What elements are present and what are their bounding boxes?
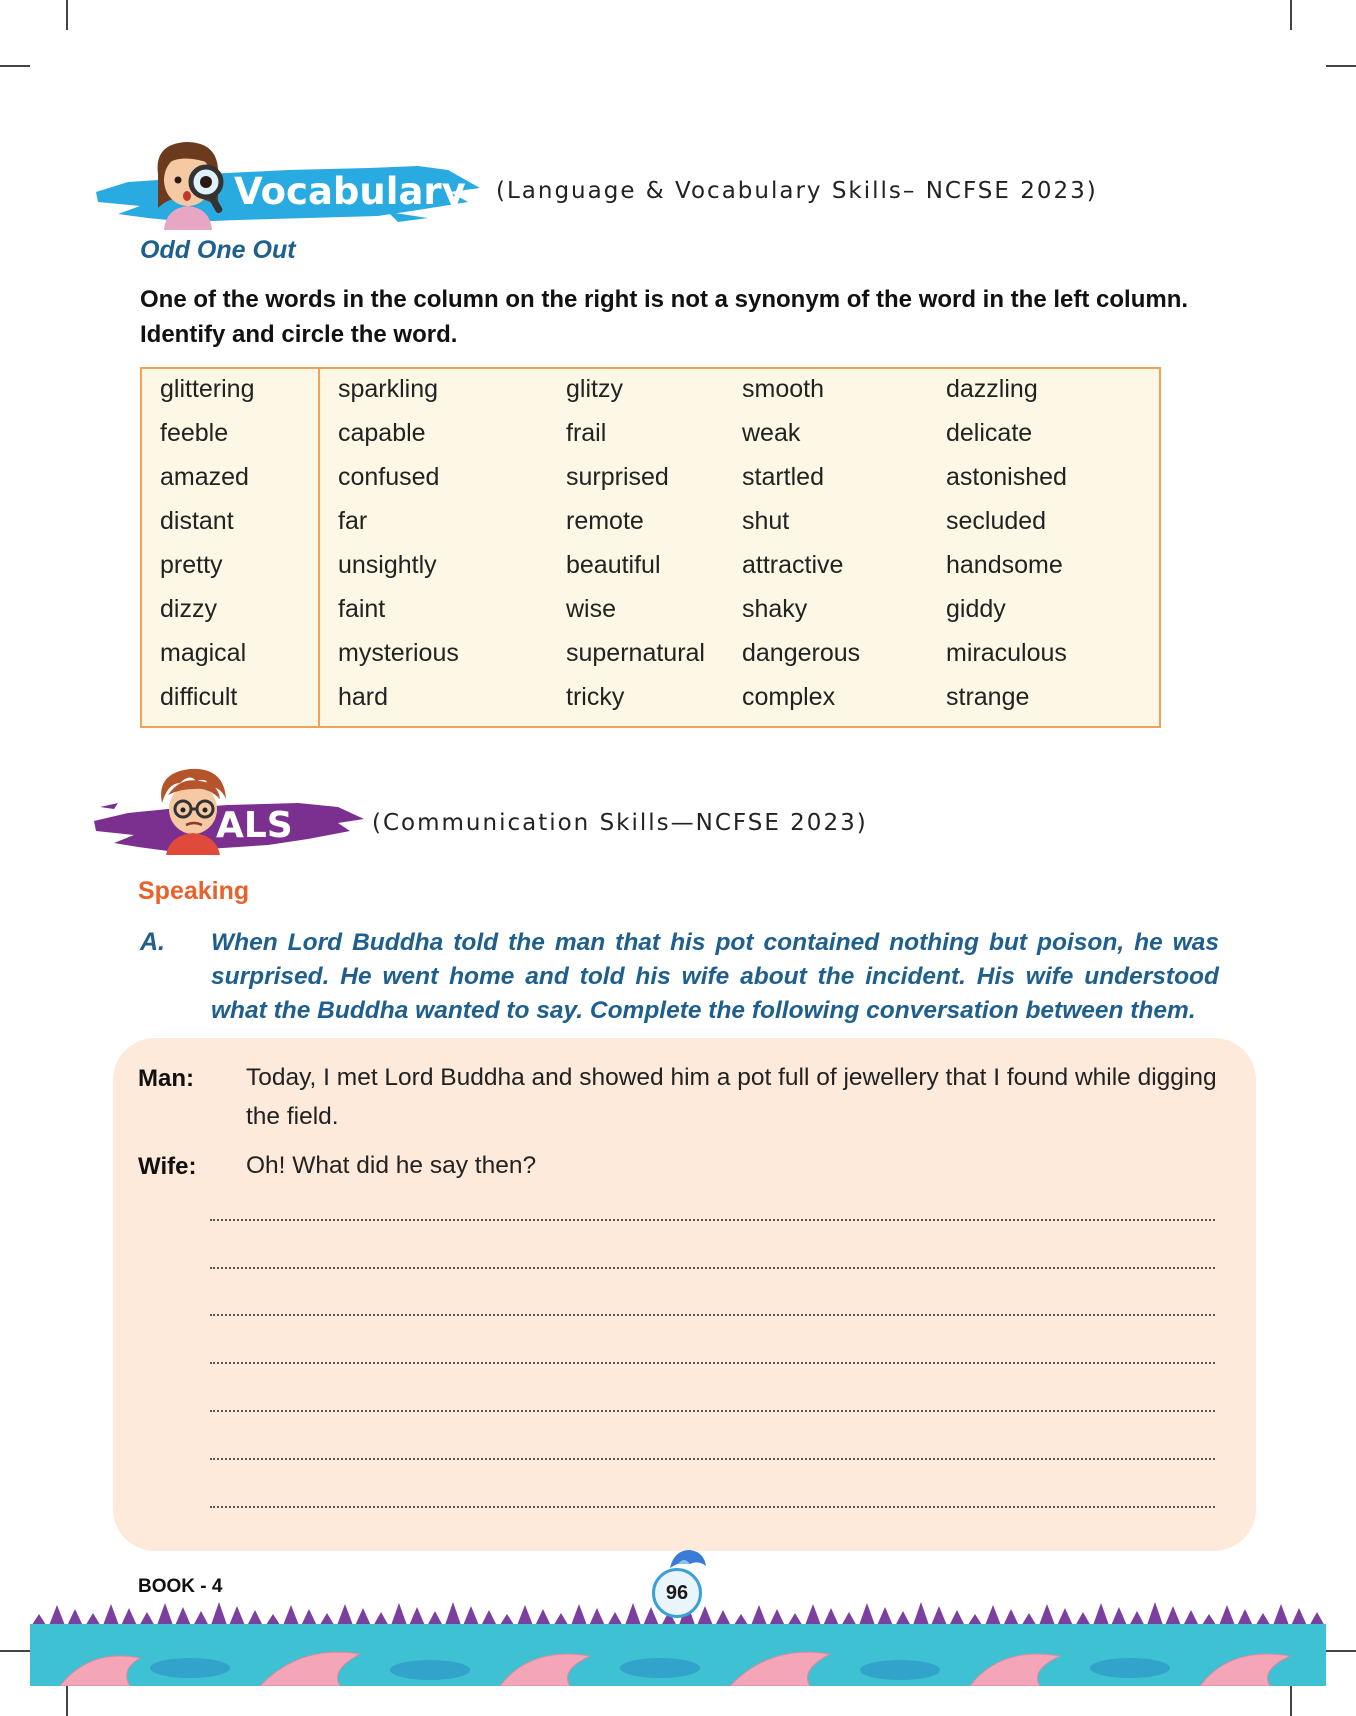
book-label: BOOK - 4 (138, 1576, 223, 1597)
crop-mark (1326, 1650, 1356, 1652)
als-title: ALS (216, 805, 293, 846)
crop-mark (1290, 1686, 1292, 1716)
activity-title: Odd One Out (140, 236, 296, 264)
answer-line[interactable] (210, 1219, 1215, 1221)
table-option-word[interactable]: sparkling (338, 375, 439, 403)
answer-line[interactable] (210, 1410, 1215, 1412)
table-option-word[interactable]: far (338, 507, 368, 535)
table-option-word[interactable]: glitzy (566, 375, 623, 403)
answer-line[interactable] (210, 1267, 1215, 1269)
answer-line[interactable] (210, 1506, 1215, 1508)
question-letter: A. (140, 928, 165, 956)
table-option-word[interactable]: mysterious (338, 639, 459, 667)
table-option-word[interactable]: faint (338, 595, 386, 623)
instruction-text: One of the words in the column on the right is not a synonym of the word in the left column. Identify and circle the word. (140, 286, 1189, 348)
table-option-word[interactable]: startled (742, 463, 824, 491)
crop-mark (66, 1686, 68, 1716)
man-line: Today, I met Lord Buddha and showed him a pot full of jewellery that I found while digging the field. (246, 1064, 1217, 1130)
table-head-word: glittering (160, 375, 255, 403)
question-text: When Lord Buddha told the man that his pot contained nothing but poison, he was surprised. He went home and told his wife about the incident. His wife understood what the Buddha wanted to say. Complete the following conversation between them. (211, 929, 1219, 1024)
table-option-word[interactable]: smooth (742, 375, 824, 403)
als-banner (88, 763, 368, 863)
crop-mark (0, 1650, 30, 1652)
table-option-word[interactable]: shut (742, 507, 790, 535)
table-option-word[interactable]: capable (338, 419, 426, 447)
crop-mark (1290, 0, 1292, 30)
wife-line: Oh! What did he say then? (246, 1152, 537, 1179)
table-option-word[interactable]: tricky (566, 683, 625, 711)
table-head-word: difficult (160, 683, 238, 711)
table-option-word[interactable]: miraculous (946, 639, 1067, 667)
table-option-word[interactable]: astonished (946, 463, 1067, 491)
table-divider (318, 369, 320, 726)
table-option-word[interactable]: wise (566, 595, 617, 623)
table-head-word: distant (160, 507, 234, 535)
table-option-word[interactable]: delicate (946, 419, 1033, 447)
table-head-word: magical (160, 639, 247, 667)
table-option-word[interactable]: beautiful (566, 551, 661, 579)
table-option-word[interactable]: secluded (946, 507, 1047, 535)
vocabulary-subtitle: (Language & Vocabulary Skills– NCFSE 2023) (496, 178, 1098, 204)
answer-line[interactable] (210, 1314, 1215, 1316)
page-number: 96 (652, 1568, 702, 1618)
answer-line[interactable] (210, 1458, 1215, 1460)
vocabulary-banner (88, 130, 488, 235)
als-subtitle: (Communication Skills—NCFSE 2023) (372, 810, 868, 836)
table-option-word[interactable]: unsightly (338, 551, 437, 579)
speaker-man: Man: (138, 1065, 194, 1092)
answer-line[interactable] (210, 1362, 1215, 1364)
table-option-word[interactable]: surprised (566, 463, 669, 491)
table-option-word[interactable]: confused (338, 463, 440, 491)
table-option-word[interactable]: supernatural (566, 639, 705, 667)
girl-with-magnifier-icon (140, 134, 236, 230)
table-option-word[interactable]: weak (742, 419, 801, 447)
table-option-word[interactable]: dazzling (946, 375, 1038, 403)
table-option-word[interactable]: shaky (742, 595, 808, 623)
speaking-heading: Speaking (138, 877, 250, 905)
table-head-word: dizzy (160, 595, 217, 623)
table-option-word[interactable]: hard (338, 683, 389, 711)
vocabulary-title: Vocabulary (234, 170, 466, 213)
table-option-word[interactable]: attractive (742, 551, 844, 579)
crop-mark (1326, 65, 1356, 67)
crop-mark (0, 65, 30, 67)
table-option-word[interactable]: giddy (946, 595, 1006, 623)
synonym-table (140, 367, 1161, 728)
table-option-word[interactable]: strange (946, 683, 1030, 711)
table-option-word[interactable]: remote (566, 507, 644, 535)
speaker-wife: Wife: (138, 1153, 197, 1180)
crop-mark (66, 0, 68, 30)
table-option-word[interactable]: frail (566, 419, 607, 447)
table-head-word: feeble (160, 419, 229, 447)
table-head-word: pretty (160, 551, 223, 579)
table-head-word: amazed (160, 463, 249, 491)
table-option-word[interactable]: handsome (946, 551, 1063, 579)
table-option-word[interactable]: complex (742, 683, 836, 711)
table-option-word[interactable]: dangerous (742, 639, 861, 667)
